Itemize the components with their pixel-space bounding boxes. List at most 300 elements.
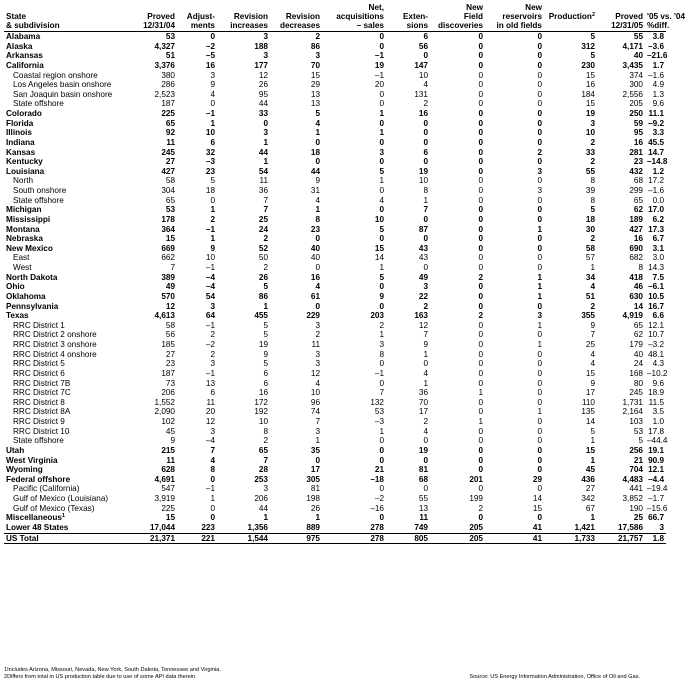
cell-col-9: 168 [629,368,643,378]
cell-col-2: 12 [258,70,268,80]
cell-col-6: 0 [478,513,483,523]
cell-col-3: 16 [310,272,320,282]
cell-col-6: 0 [478,378,483,388]
row-label: Arkansas [6,51,43,61]
cell-col-2: 44 [258,147,268,157]
cell-col-1: 4 [210,455,215,465]
cell-col-4: 14 [374,253,384,263]
cell-col-8: 4 [590,349,595,359]
cell-col-10: 48.1 [648,349,664,359]
cell-col-1: 12 [205,417,215,426]
cell-col-4: 0 [379,234,384,244]
cell-col-10: –1.6 [648,70,664,80]
table-row [4,99,666,109]
cell-col-5: 131 [414,89,428,99]
cell-col-5: 6 [423,147,428,157]
cell-col-6: 0 [478,291,483,301]
cell-col-1: 0 [210,99,215,109]
cell-col-0: 53 [165,32,175,41]
cell-col-6: 0 [478,320,483,330]
cell-col-7: 0 [537,109,542,118]
cell-col-0: 547 [161,484,175,494]
cell-col-0: 187 [161,368,175,378]
row-label: Alaska [6,41,33,51]
table-row [4,330,666,340]
cell-col-5: 87 [418,224,428,234]
cell-col-9: 256 [629,445,643,455]
cell-col-2: 172 [254,397,268,407]
table-row [4,80,666,90]
cell-col-3: 229 [306,311,320,321]
cell-col-1: –4 [205,272,215,282]
cell-col-6: 201 [469,474,483,484]
cell-col-2: 65 [258,445,268,455]
cell-col-10: 14.7 [648,147,664,157]
cell-col-6: 0 [478,60,483,70]
cell-col-10: 17.3 [648,224,664,234]
cell-col-10: –44.4 [647,436,668,446]
cell-col-3: 1 [315,205,320,215]
cell-col-7: 0 [537,263,542,272]
row-label: RRC District 7B [13,378,71,388]
cell-col-4: 0 [379,186,384,195]
cell-col-2: 6 [263,368,268,378]
cell-col-0: 662 [161,253,175,263]
cell-col-1: 3 [210,359,215,369]
cell-col-3: 3 [315,320,320,330]
cell-col-2: 26 [258,80,268,90]
cell-col-2: 7 [263,195,268,205]
cell-col-0: 206 [161,388,175,398]
cell-col-3: 4 [315,118,320,128]
cell-col-1: 3 [210,426,215,436]
cell-col-0: 7 [170,263,175,272]
cell-col-0: 185 [161,340,175,349]
cell-col-0: 628 [161,465,175,475]
cell-col-2: 1,356 [217,523,270,533]
cell-col-5: 43 [418,243,428,253]
cell-col-1: 9 [210,243,215,253]
cell-col-2: 95 [258,89,268,99]
cell-col-10: 4.3 [652,359,664,369]
cell-col-4: 5 [379,272,384,282]
cell-col-4: 21 [374,465,384,475]
cell-col-10: 11.1 [648,109,664,118]
cell-col-9: 68 [633,176,643,186]
cell-col-1: 3 [210,70,215,80]
cell-col-1: 8 [210,465,215,475]
cell-col-0: 286 [161,80,175,90]
cell-col-4: 0 [379,157,384,167]
cell-col-7: 1 [537,320,542,330]
cell-col-10: –9.2 [648,118,664,128]
cell-col-9: 682 [629,253,643,263]
cell-col-8: 2 [590,137,595,147]
cell-col-10: 12.1 [648,465,664,475]
cell-col-9: 281 [629,147,643,157]
cell-col-2: 36 [258,186,268,195]
cell-col-6: 0 [478,465,483,475]
table-row [4,369,666,379]
cell-col-0: 51 [165,51,175,61]
cell-col-10: 17.2 [648,176,664,186]
cell-col-6: 0 [478,368,483,378]
cell-col-5: 1 [423,378,428,388]
row-label: RRC District 4 onshore [13,349,97,359]
cell-col-7: 0 [537,417,542,426]
cell-col-0: 73 [165,378,175,388]
cell-col-5: 0 [423,455,428,465]
header-col-9: Proved 12/31/05 [597,3,645,32]
cell-col-1: 32 [205,147,215,157]
table-row [4,475,666,485]
cell-col-4: 0 [379,32,384,41]
cell-col-3: 11 [311,340,320,349]
cell-col-10: 12.1 [648,320,664,330]
cell-col-4: 0 [379,205,384,215]
cell-col-8: 17 [585,388,595,398]
row-label: Michigan [6,205,42,215]
cell-col-9: 1,731 [622,397,643,407]
table-row [4,340,666,350]
cell-col-5: 56 [418,41,428,51]
cell-col-10: –10.2 [647,368,668,378]
cell-col-5: 0 [423,137,428,147]
cell-col-2: 1 [263,157,268,167]
cell-col-3: 61 [310,291,320,301]
cell-col-3: 70 [310,60,320,70]
cell-col-3: 3 [315,51,320,61]
cell-col-3: 18 [310,147,320,157]
cell-col-2: 7 [263,205,268,215]
cell-col-4: 1 [379,330,384,340]
row-label: RRC District 8A [13,407,71,417]
cell-col-3: 23 [310,224,320,234]
table-row [4,148,666,158]
cell-col-7: 3 [537,311,542,321]
cell-col-8: 30 [585,224,595,234]
cell-col-1: –1 [205,263,215,272]
cell-col-0: 389 [161,272,175,282]
row-label: North Dakota [6,272,58,282]
cell-col-2: 28 [258,465,268,475]
cell-col-3: 12 [310,368,320,378]
table-row [4,311,666,321]
cell-col-9: 441 [629,484,643,494]
table-body [4,32,666,544]
cell-col-9: 300 [629,80,643,90]
row-label: RRC District 3 onshore [13,340,97,349]
cell-col-4: 5 [379,224,384,234]
table-row [4,398,666,408]
cell-col-0: 58 [165,176,175,186]
cell-col-4: 0 [379,118,384,128]
row-label: West Virginia [6,455,58,465]
row-label: California [6,60,44,70]
header-state: State & subdivision [4,3,126,32]
cell-col-10: –19.4 [647,484,668,494]
table-row [4,196,666,206]
cell-col-9: 432 [629,166,643,176]
cell-col-7: 0 [537,128,542,138]
cell-col-8: 135 [581,407,595,417]
header-col-6: New Field discoveries [430,3,485,32]
cell-col-2: 192 [254,407,268,417]
row-label: Indiana [6,137,35,147]
cell-col-3: 26 [310,503,320,513]
cell-col-8: 25 [585,340,595,349]
table-row [4,407,666,417]
cell-col-3: 8 [315,214,320,224]
cell-col-0: 49 [165,282,175,292]
cell-col-6: 0 [478,397,483,407]
cell-col-1: 1 [210,234,215,244]
row-label: Wyoming [6,465,43,475]
cell-col-5: 0 [423,436,428,446]
cell-col-0: 53 [165,205,175,215]
cell-col-4: –1 [374,368,384,378]
cell-col-9: 65 [633,320,643,330]
cell-col-10: –14.8 [647,157,668,167]
row-label: Oklahoma [6,291,46,301]
cell-col-5: 7 [423,330,428,340]
cell-col-9: 5 [638,436,643,446]
cell-col-9: 2,164 [622,407,643,417]
table-header [4,3,685,32]
cell-col-9: 62 [633,330,643,340]
cell-col-8: 34 [585,272,595,282]
cell-col-10: 7.5 [652,272,664,282]
cell-col-2: 10 [258,417,268,426]
cell-col-2: 1 [263,301,268,311]
cell-col-10: 6.7 [652,234,664,244]
cell-col-6: 1 [478,417,483,426]
cell-col-10: 1.7 [652,60,664,70]
table-row [4,513,666,523]
cell-col-4: 1 [379,426,384,436]
cell-col-0: 3,919 [154,494,175,503]
cell-col-1: 221 [177,533,217,544]
cell-col-7: 0 [537,513,542,523]
cell-col-4: 7 [379,388,384,398]
table-row [4,61,666,71]
cell-col-9: 190 [629,503,643,513]
cell-col-3: 17 [310,465,320,475]
cell-col-1: 1 [210,494,215,503]
cell-col-10: 11.5 [648,397,664,407]
cell-col-5: 1 [423,195,428,205]
cell-col-9: 205 [629,99,643,109]
cell-col-4: 0 [379,484,384,494]
cell-col-4: 132 [370,397,384,407]
cell-col-8: 33 [585,147,595,157]
cell-col-4: 1 [379,176,384,186]
cell-col-4: –16 [370,503,384,513]
cell-col-8: 1 [590,513,595,523]
row-label: Utah [6,445,25,455]
cell-col-10: 3 [645,523,666,533]
row-label: RRC District 8 [13,397,65,407]
cell-col-4: –18 [370,474,384,484]
table-row [4,302,666,312]
row-label: RRC District 9 [13,417,65,426]
cell-col-6: 0 [478,253,483,263]
cell-col-6: 0 [478,243,483,253]
cell-col-7: 0 [537,157,542,167]
cell-col-5: 147 [414,60,428,70]
cell-col-9: 46 [633,282,643,292]
cell-col-0: 364 [161,224,175,234]
cell-col-9: 299 [629,186,643,195]
cell-col-9: 4,483 [622,474,643,484]
cell-col-8: 312 [581,41,595,51]
cell-col-10: 3.3 [652,128,664,138]
cell-col-2: 188 [254,41,268,51]
cell-col-0: 45 [165,426,175,436]
cell-col-5: 0 [423,263,428,272]
cell-col-5: 9 [423,340,428,349]
cell-col-5: 49 [418,272,428,282]
cell-col-0: 304 [161,186,175,195]
cell-col-8: 45 [585,465,595,475]
cell-col-2: 2 [263,436,268,446]
cell-col-2: 6 [263,378,268,388]
reserves-table [4,3,685,544]
cell-col-0: 178 [161,214,175,224]
cell-col-1: 3 [210,301,215,311]
cell-col-4: –3 [374,417,384,426]
cell-col-0: 4,613 [154,311,175,321]
row-label: RRC District 2 onshore [13,330,97,340]
cell-col-7: 1 [537,291,542,301]
cell-col-0: 92 [165,128,175,138]
cell-col-4: 0 [379,445,384,455]
row-label: Mississippi [6,214,51,224]
cell-col-1: 11 [206,397,215,407]
cell-col-6: 0 [478,70,483,80]
row-label: State offshore [13,436,64,446]
table-row [4,379,666,389]
cell-col-10: 45.5 [648,137,664,147]
cell-col-3: 96 [310,397,320,407]
cell-col-9: 3,435 [622,60,643,70]
row-label: Louisiana [6,166,45,176]
row-label: RRC District 10 [13,426,70,436]
cell-col-6: 2 [478,503,483,513]
cell-col-10: 16.7 [648,301,664,311]
cell-col-8: 2 [590,234,595,244]
cell-col-5: 163 [414,311,428,321]
cell-col-6: 0 [478,166,483,176]
cell-col-5: 2 [423,301,428,311]
cell-col-7: 3 [537,166,542,176]
cell-col-8: 2 [590,157,595,167]
cell-col-1: 18 [205,186,215,195]
cell-col-10: 17.0 [648,205,664,215]
table-row [4,417,666,427]
cell-col-10: 1.0 [652,417,664,426]
cell-col-8: 8 [590,176,595,186]
cell-col-1: 4 [210,89,215,99]
cell-col-8: 2 [590,301,595,311]
cell-col-9: 65 [633,195,643,205]
header-col-10: '05 vs. '04 %diff. [645,3,666,32]
cell-col-0: 102 [161,417,175,426]
cell-col-6: 0 [478,99,483,109]
cell-col-8: 58 [585,243,595,253]
cell-col-4: 1 [379,109,384,118]
cell-col-5: 11 [419,513,428,523]
cell-col-9: 245 [629,388,643,398]
cell-col-8: 342 [581,494,595,503]
cell-col-10: –3.6 [648,41,664,51]
cell-col-3: 0 [315,455,320,465]
cell-col-8: 51 [585,291,595,301]
cell-col-9: 418 [629,272,643,282]
cell-col-8: 10 [585,128,595,138]
cell-col-7: 0 [537,51,542,61]
cell-col-8: 7 [590,330,595,340]
cell-col-6: 0 [478,195,483,205]
footnotes [4,667,666,682]
cell-col-3: 0 [315,157,320,167]
cell-col-6: 0 [478,224,483,234]
cell-col-5: 1 [423,349,428,359]
row-label: RRC District 5 [13,359,65,369]
cell-col-3: 5 [315,109,320,118]
cell-col-1: 7 [210,445,215,455]
cell-col-7: 14 [532,494,542,503]
table-row [4,167,666,177]
cell-col-9: 95 [633,128,643,138]
cell-col-5: 13 [418,503,428,513]
cell-col-7: 0 [537,70,542,80]
row-label: Coastal region onshore [13,70,98,80]
cell-col-4: 4 [379,195,384,205]
table-row [4,71,666,81]
cell-col-6: 0 [478,89,483,99]
cell-col-0: 225 [161,503,175,513]
cell-col-7: 0 [537,99,542,109]
cell-col-0: 27 [165,349,175,359]
cell-col-7: 1 [537,224,542,234]
cell-col-3: 1 [315,513,320,523]
cell-col-7: 0 [537,330,542,340]
cell-col-4: –1 [374,51,384,61]
cell-col-10: 3.5 [652,407,664,417]
cell-col-3: 81 [310,484,320,494]
cell-col-5: 70 [418,397,428,407]
cell-col-2: 2 [263,234,268,244]
table-row [4,215,666,225]
cell-col-3: 198 [306,494,320,503]
cell-col-8: 355 [581,311,595,321]
cell-col-0: 669 [161,243,175,253]
cell-col-0: 65 [165,118,175,128]
cell-col-8: 16 [585,80,595,90]
row-label: West [13,263,32,272]
cell-col-3: 975 [270,533,322,544]
cell-col-8: 9 [590,378,595,388]
cell-col-1: 2 [210,349,215,359]
cell-col-3: 1 [315,436,320,446]
cell-col-3: 2 [315,330,320,340]
cell-col-10: –3.2 [648,340,664,349]
table-row [4,42,666,52]
cell-col-2: 5 [263,282,268,292]
cell-col-0: 2,523 [154,89,175,99]
table-row [4,253,666,263]
